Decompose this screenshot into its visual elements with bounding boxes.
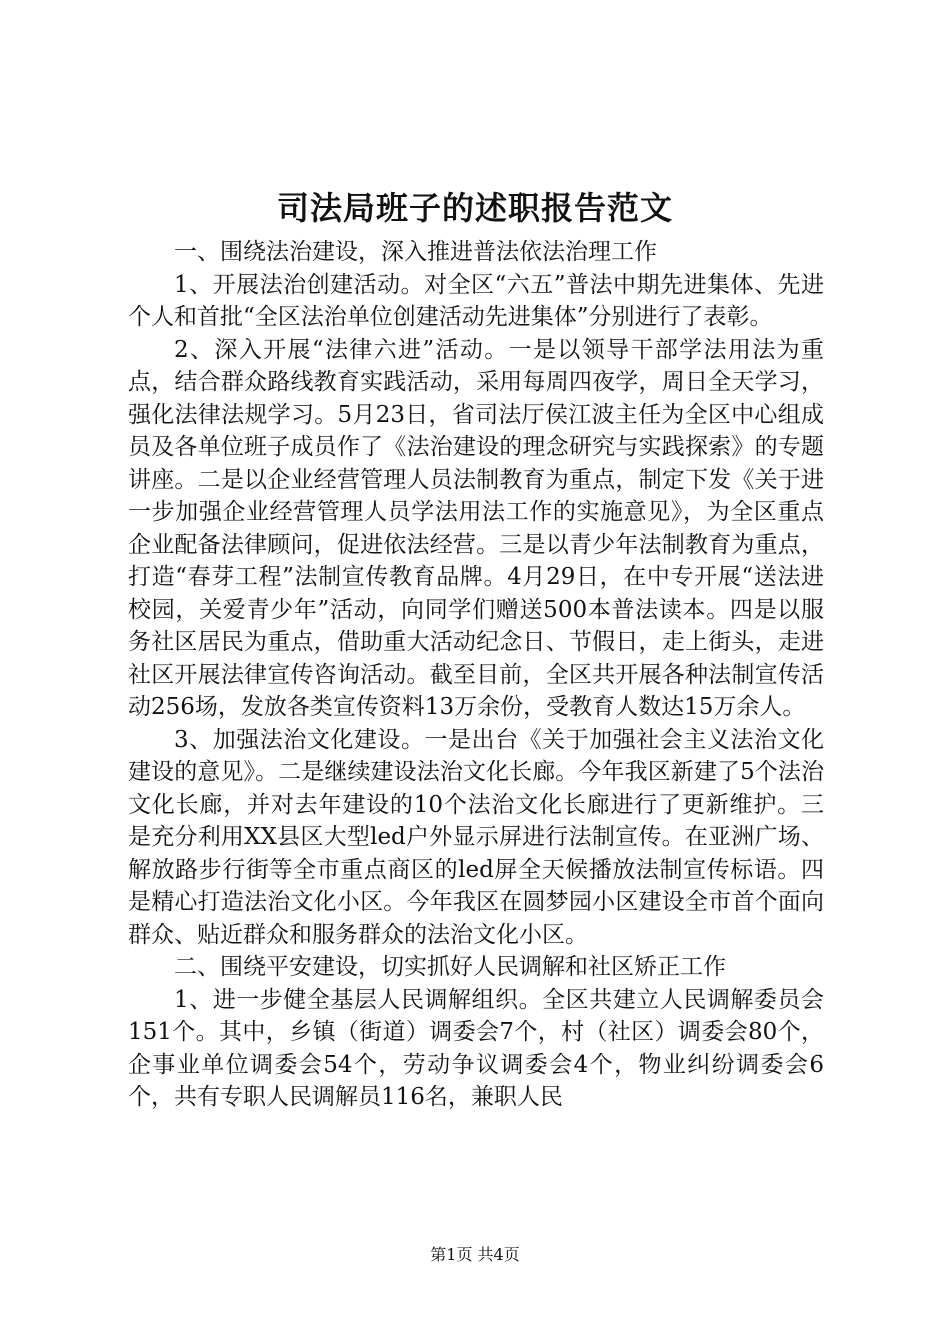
page-number-footer: 第1页 共4页	[430, 1245, 520, 1264]
paragraph: 2、深入开展“法律六进”活动。一是以领导干部学法用法为重点，结合群众路线教育实践活动，采用每周四夜学，周日全天学习，强化法律法规学习。5月23日，省司法厅侯江波主任为全区中心组成员及各单位班子成员作了《法治建设的理念研究与实践探索》的专题讲座。二是以企业经营管理人员法制教育为重点，制定下发《关于进一步加强企业经营管理人员学法用法工作的实施意见》，为全区重点企业配备法律顾问，促进依法经营。三是以青少年法制教育为重点，打造“春芽工程”法制宣传教育品牌。4月29日，在中专开展“送法进校园，关爱青少年”活动，向同学们赠送500本普法读本。四是以服务社区居民为重点，借助重大活动纪念日、节假日，走上街头，走进社区开展法律宣传咨询活动。截至目前，全区共开展各种法制宣传活动256场，发放各类宣传资料13万余份，受教育人数达15万余人。	[128, 336, 824, 720]
paragraph: 3、加强法治文化建设。一是出台《关于加强社会主义法治文化建设的意见》。二是继续建设法治文化长廊。今年我区新建了5个法治文化长廊，并对去年建设的10个法治文化长廊进行了更新维护。三是充分利用XX县区大型led户外显示屏进行法制宣传。在亚洲广场、解放路步行街等全市重点商区的led屏全天候播放法制宣传标语。四是精心打造法治文化小区。今年我区在圆梦园小区建设全市首个面向群众、贴近群众和服务群众的法治文化小区。	[128, 726, 824, 948]
paragraph: 1、开展法治创建活动。对全区“六五”普法中期先进集体、先进个人和首批“全区法治单位创建活动先进集体”分别进行了表彰。	[128, 271, 824, 330]
document-body	[128, 236, 824, 1114]
section-heading-1: 一、围绕法治建设，深入推进普法依法治理工作	[174, 239, 657, 265]
paragraph: 1、进一步健全基层人民调解组织。全区共建立人民调解委员会151个。其中，乡镇（街道）调委会7个，村（社区）调委会80个，企事业单位调委会54个，劳动争议调委会4个，物业纠纷调委会6个，共有专职人民调解员116名，兼职人民	[128, 986, 824, 1110]
document-title: 司法局班子的述职报告范文	[276, 189, 673, 227]
section-heading-2: 二、围绕平安建设，切实抓好人民调解和社区矫正工作	[174, 954, 726, 980]
